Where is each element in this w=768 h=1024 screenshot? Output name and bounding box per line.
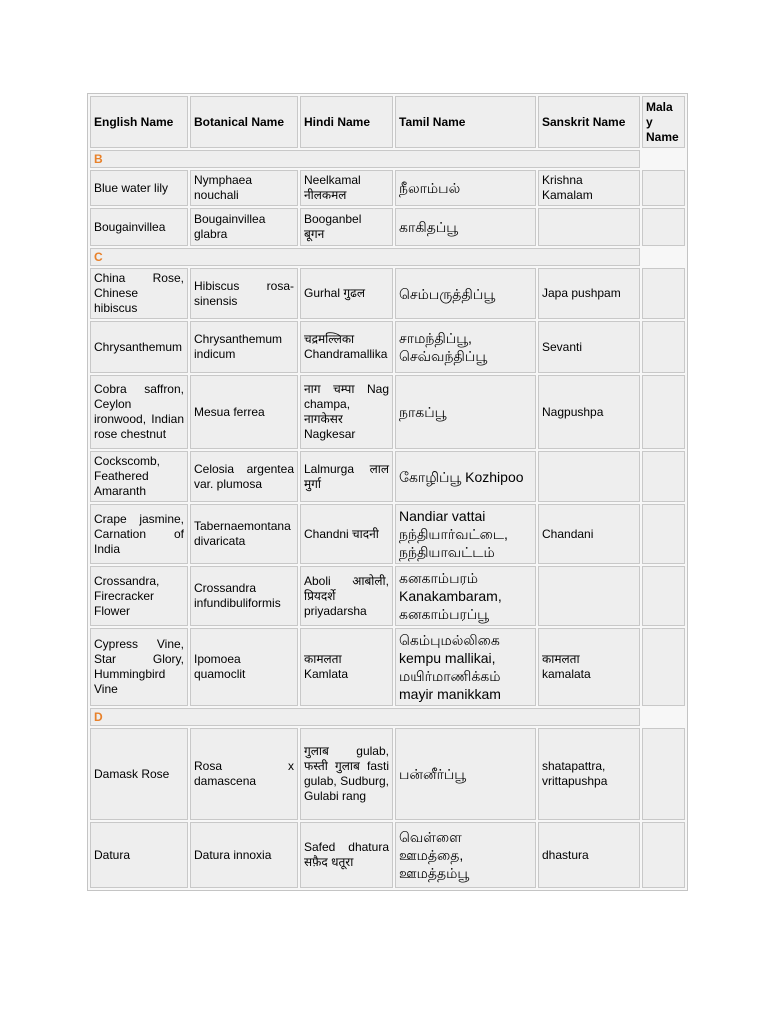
table-row: [90, 628, 685, 706]
cell-text-line: செவ்வந்திப்பூ: [399, 348, 488, 364]
cell-english-name: [90, 268, 188, 319]
letter-heading-b: B: [90, 150, 640, 168]
cell-text-line: Celosia argentea var. plumosa: [194, 461, 294, 491]
cell-malay-name: [642, 504, 685, 564]
cell-text-line: Sevanti: [542, 339, 583, 354]
cell-text-line: Crape jasmine, Carnation of India: [94, 511, 184, 556]
cell-text-line: Kamlata: [304, 667, 349, 681]
cell-text-line: கோழிப்பூ Kozhipoo: [399, 468, 524, 485]
cell-text-line: Japa pushpam: [542, 286, 621, 300]
cell-english-name: [90, 504, 188, 564]
cell-text-line: Nandiar vattai: [399, 508, 486, 524]
cell-text-line: கனகாம்பரப்பூ: [399, 606, 489, 622]
cell-text-line: Chandramallika: [304, 347, 388, 361]
cell-text-line: கெம்புமல்லிகை: [399, 632, 500, 648]
table-row: [90, 208, 685, 246]
flower-names-table: [87, 93, 688, 891]
cell-text-line: Lalmurga लाल मुर्गा: [304, 461, 389, 491]
cell-malay-name: [642, 451, 685, 502]
header-hindi-name: Hindi Name: [300, 96, 393, 148]
cell-tamil-name: [395, 566, 536, 626]
cell-text-line: Gurhal गुढल: [304, 286, 365, 300]
cell-text-line: காகிதப்பூ: [399, 219, 459, 235]
header-tamil-name: Tamil Name: [395, 96, 536, 148]
cell-english-name: [90, 170, 188, 206]
cell-hindi-name: [300, 170, 393, 206]
cell-text-line: Neelkamal: [304, 173, 361, 187]
table-row: [90, 451, 685, 502]
header-english-name: English Name: [90, 96, 188, 148]
cell-text-line: Datura innoxia: [194, 847, 272, 862]
cell-botanical-name: [190, 451, 298, 502]
cell-english-name: [90, 451, 188, 502]
cell-botanical-name: [190, 268, 298, 319]
cell-text-line: Datura: [94, 847, 131, 862]
cell-text-line: kempu mallikai,: [399, 650, 496, 666]
cell-text-line: Chrysanthemum: [94, 339, 183, 354]
cell-tamil-name: [395, 208, 536, 246]
cell-hindi-name: [300, 321, 393, 373]
cell-text-line: Safed dhatura सफ़ैद धतूरा: [304, 840, 389, 869]
cell-english-name: [90, 822, 188, 888]
table-row: [90, 170, 685, 206]
cell-hindi-name: [300, 566, 393, 626]
cell-text-line: செம்பருத்திப்பூ: [399, 285, 496, 302]
cell-text-line: Chandani: [542, 526, 594, 541]
cell-text-line: Damask Rose: [94, 766, 170, 781]
table-row: [90, 268, 685, 319]
cell-malay-name: [642, 728, 685, 820]
cell-english-name: [90, 375, 188, 449]
cell-text-line: Nymphaea nouchali: [194, 173, 253, 202]
cell-tamil-name: [395, 628, 536, 706]
header-row: [90, 96, 685, 148]
cell-malay-name: [642, 628, 685, 706]
letter-heading-row-c: [90, 248, 685, 266]
cell-text-line: Blue water lily: [94, 180, 169, 195]
cell-tamil-name: [395, 822, 536, 888]
letter-heading-d: D: [90, 708, 640, 726]
cell-botanical-name: [190, 566, 298, 626]
cell-text-line: Chandni चादनी: [304, 526, 379, 541]
cell-tamil-name: [395, 451, 536, 502]
cell-hindi-name: [300, 628, 393, 706]
cell-text-line: shatapattra, vrittapushpa: [542, 759, 608, 788]
cell-text-line: चद्रमल्लिका: [304, 332, 355, 346]
cell-text-line: बूगन: [304, 227, 325, 241]
cell-text-line: Tabernaemontana divaricata: [194, 519, 291, 548]
letter-heading-spacer: [642, 708, 685, 726]
cell-text-line: Chrysanthemum indicum: [194, 332, 283, 361]
cell-text-line: Ipomoea quamoclit: [194, 652, 246, 681]
cell-tamil-name: [395, 170, 536, 206]
table-row: [90, 321, 685, 373]
cell-botanical-name: [190, 208, 298, 246]
cell-text-line: कामलता: [304, 652, 342, 666]
cell-sanskrit-name: [538, 628, 640, 706]
cell-english-name: [90, 321, 188, 373]
cell-tamil-name: [395, 375, 536, 449]
cell-hindi-name: [300, 504, 393, 564]
cell-malay-name: [642, 208, 685, 246]
cell-text-line: Aboli आबोली, प्रियदर्शे priyadarsha: [304, 573, 389, 618]
cell-text-line: Crossandra, Firecracker Flower: [94, 573, 160, 618]
cell-text-line: mayir manikkam: [399, 686, 501, 702]
cell-english-name: [90, 728, 188, 820]
table-row: [90, 375, 685, 449]
cell-sanskrit-name: [538, 170, 640, 206]
cell-botanical-name: [190, 375, 298, 449]
cell-sanskrit-name: [538, 268, 640, 319]
cell-botanical-name: [190, 728, 298, 820]
cell-english-name: [90, 628, 188, 706]
table-row: [90, 566, 685, 626]
cell-text-line: Bougainvillea: [94, 219, 166, 234]
cell-text-line: China Rose, Chinese hibiscus: [94, 271, 184, 315]
cell-hindi-name: [300, 268, 393, 319]
cell-text-line: नाग चम्पा Nag champa, नागकेसर Nagkesar: [304, 382, 389, 441]
letter-heading-c: C: [90, 248, 640, 266]
cell-text-line: நீலாம்பல்: [399, 180, 461, 196]
cell-text-line: Rosa x damascena: [194, 759, 294, 788]
cell-botanical-name: [190, 628, 298, 706]
cell-hindi-name: [300, 208, 393, 246]
cell-text-line: कामलता: [542, 652, 580, 666]
table-row: [90, 822, 685, 888]
cell-text-line: ஊமத்தை,: [399, 847, 464, 863]
cell-malay-name: [642, 321, 685, 373]
cell-text-line: Hibiscus rosa-sinensis: [194, 278, 294, 308]
cell-sanskrit-name: [538, 451, 640, 502]
cell-tamil-name: [395, 728, 536, 820]
cell-text-line: பன்னீர்ப்பூ: [399, 766, 467, 782]
cell-hindi-name: [300, 375, 393, 449]
cell-text-line: गुलाब gulab, फस्ती गुलाब fasti gulab, Sudburg, Gulabi rang: [304, 744, 389, 803]
cell-botanical-name: [190, 321, 298, 373]
cell-sanskrit-name: [538, 566, 640, 626]
cell-text-line: ஊமத்தம்பூ: [399, 865, 470, 881]
cell-tamil-name: [395, 504, 536, 564]
letter-heading-row-d: [90, 708, 685, 726]
cell-text-line: மயிர்மாணிக்கம்: [399, 668, 501, 684]
cell-text-line: சாமந்திப்பூ,: [399, 330, 472, 346]
cell-text-line: நந்தியாவட்டம்: [399, 544, 495, 560]
header-malay-name: Mala y Name: [642, 96, 685, 148]
cell-text-line: வெள்ளை: [399, 829, 462, 845]
cell-text-line: Cobra saffron, Ceylon ironwood, Indian rose chestnut: [94, 382, 184, 441]
cell-text-line: Cypress Vine, Star Glory, Hummingbird Vine: [94, 637, 184, 696]
cell-hindi-name: [300, 451, 393, 502]
cell-malay-name: [642, 822, 685, 888]
cell-text-line: Mesua ferrea: [194, 404, 265, 419]
cell-english-name: [90, 566, 188, 626]
cell-tamil-name: [395, 268, 536, 319]
table-body: [90, 150, 685, 888]
cell-text-line: Kanakambaram,: [399, 588, 502, 604]
cell-text-line: நாகப்பூ: [399, 404, 447, 420]
table-row: [90, 504, 685, 564]
cell-sanskrit-name: [538, 728, 640, 820]
cell-text-line: Cockscomb, Feathered Amaranth: [94, 454, 161, 498]
cell-malay-name: [642, 170, 685, 206]
cell-text-line: நந்தியார்வட்டை,: [399, 526, 508, 542]
letter-heading-row-b: [90, 150, 685, 168]
cell-sanskrit-name: [538, 504, 640, 564]
cell-hindi-name: [300, 728, 393, 820]
cell-english-name: [90, 208, 188, 246]
cell-text-line: dhastura: [542, 847, 589, 862]
cell-botanical-name: [190, 504, 298, 564]
cell-text-line: Crossandra infundibuliformis: [194, 581, 281, 610]
cell-text-line: Nagpushpa: [542, 404, 604, 419]
cell-botanical-name: [190, 170, 298, 206]
cell-malay-name: [642, 268, 685, 319]
cell-text-line: கனகாம்பரம்: [399, 570, 478, 586]
cell-tamil-name: [395, 321, 536, 373]
letter-heading-spacer: [642, 248, 685, 266]
cell-sanskrit-name: [538, 375, 640, 449]
letter-heading-spacer: [642, 150, 685, 168]
cell-sanskrit-name: [538, 822, 640, 888]
cell-malay-name: [642, 375, 685, 449]
cell-sanskrit-name: [538, 208, 640, 246]
cell-text-line: Bougainvillea glabra: [194, 212, 266, 241]
cell-text-line: Booganbel: [304, 212, 362, 226]
cell-botanical-name: [190, 822, 298, 888]
table-row: [90, 728, 685, 820]
cell-malay-name: [642, 566, 685, 626]
header-sanskrit-name: Sanskrit Name: [538, 96, 640, 148]
cell-text-line: kamalata: [542, 667, 591, 681]
header-botanical-name: Botanical Name: [190, 96, 298, 148]
cell-text-line: Krishna Kamalam: [542, 173, 593, 202]
cell-text-line: नीलकमल: [304, 188, 347, 202]
cell-sanskrit-name: [538, 321, 640, 373]
cell-hindi-name: [300, 822, 393, 888]
